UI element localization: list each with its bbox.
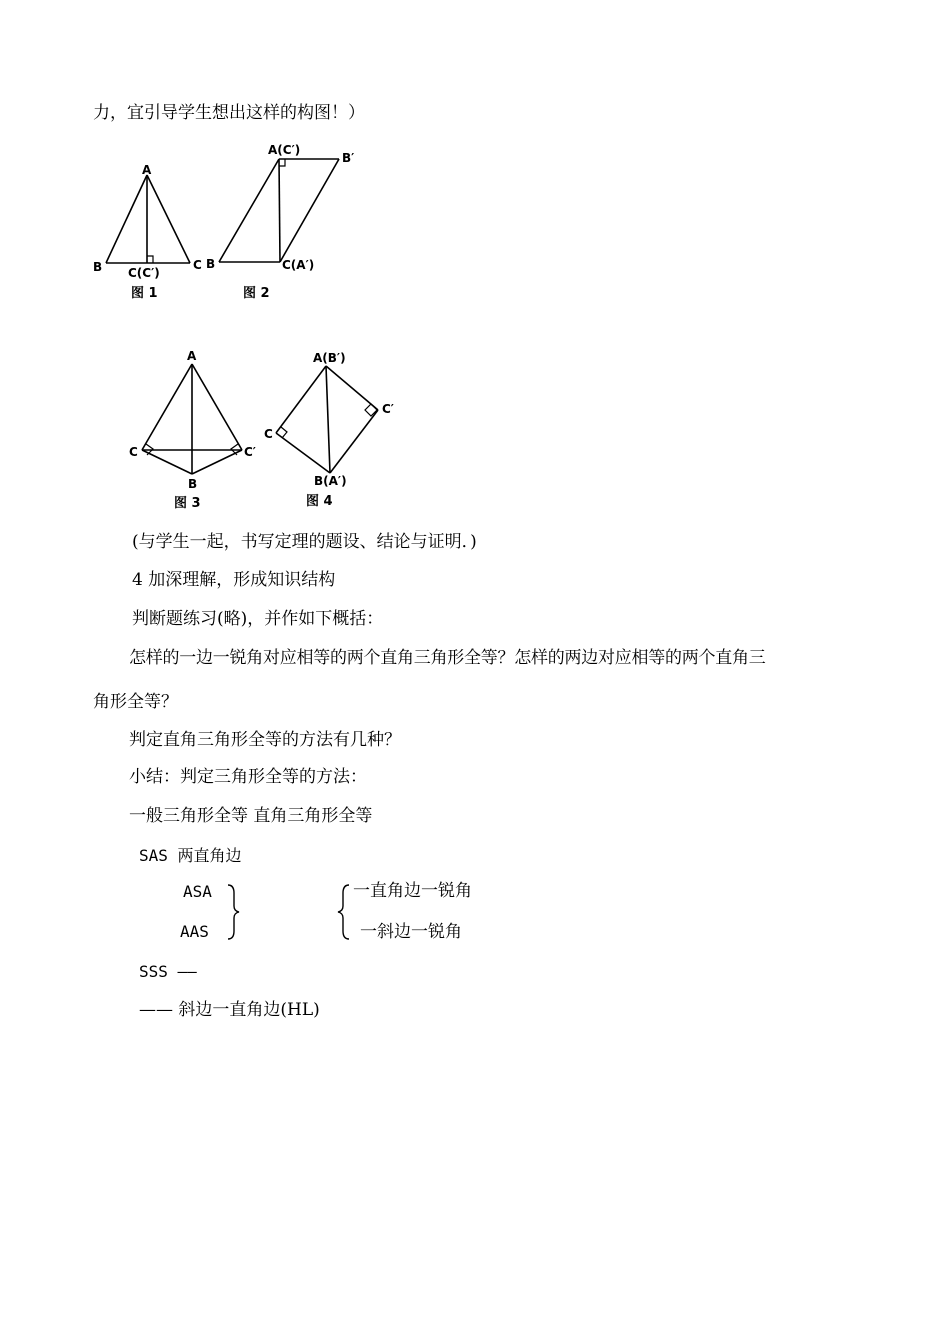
fig1-label-b: B xyxy=(93,260,103,274)
fig3-label-c: C xyxy=(129,445,138,459)
text-line: 判定直角三角形全等的方法有几种？ xyxy=(129,730,401,750)
text-line: 4 加深理解，形成知识结构 xyxy=(132,570,336,590)
fig1-caption: 图 1 xyxy=(131,286,158,301)
text-line: 力，宜引导学生想出这样的构图！） xyxy=(93,103,365,123)
right-method-2: 一斜边一锐角 xyxy=(360,922,462,942)
right-brace-icon xyxy=(228,885,239,939)
fig1-label-cc: C(C′) xyxy=(128,266,160,280)
fig3-caption: 图 3 xyxy=(174,496,201,511)
aas-label: AAS xyxy=(180,922,209,941)
fig2-label-ac: A(C′) xyxy=(268,143,301,157)
text-line: 一般三角形全等 直角三角形全等 xyxy=(129,806,373,826)
fig4-caption: 图 4 xyxy=(306,494,333,509)
text-line: (与学生一起，书写定理的题设、结论与证明．) xyxy=(132,532,477,552)
text-line: SAS 两直角边 xyxy=(139,846,242,865)
fig2-label-ca: C(A′) xyxy=(282,258,315,272)
fig2-label-bp: B′ xyxy=(342,151,355,165)
fig3-label-b: B xyxy=(188,477,198,491)
fig4-label-cp: C′ xyxy=(382,402,394,416)
text-line: 判断题练习(略)，并作如下概括： xyxy=(132,609,384,629)
text-line: SSS —— xyxy=(139,962,197,981)
text-line: 角形全等？ xyxy=(93,692,178,712)
fig2-label-b: B xyxy=(206,257,216,271)
fig4-label-c: C xyxy=(264,427,273,441)
fig2-caption: 图 2 xyxy=(243,286,270,301)
text-line: —— 斜边一直角边(HL) xyxy=(139,1000,320,1020)
fig4-label-ba: B(A′) xyxy=(314,474,347,488)
fig1-label-c: C xyxy=(193,258,202,272)
fig3-label-a: A xyxy=(187,349,197,363)
right-method-1: 一直角边一锐角 xyxy=(353,881,472,901)
fig1-label-a: A xyxy=(142,163,152,177)
asa-label: ASA xyxy=(183,882,212,901)
left-brace-icon xyxy=(338,885,349,939)
text-line: 怎样的一边一锐角对应相等的两个直角三角形全等？怎样的两边对应相等的两个直角三 xyxy=(129,648,766,668)
fig3-label-cp: C′ xyxy=(244,445,256,459)
text-line: 小结：判定三角形全等的方法： xyxy=(129,767,367,787)
fig4-label-ab: A(B′) xyxy=(313,351,346,365)
